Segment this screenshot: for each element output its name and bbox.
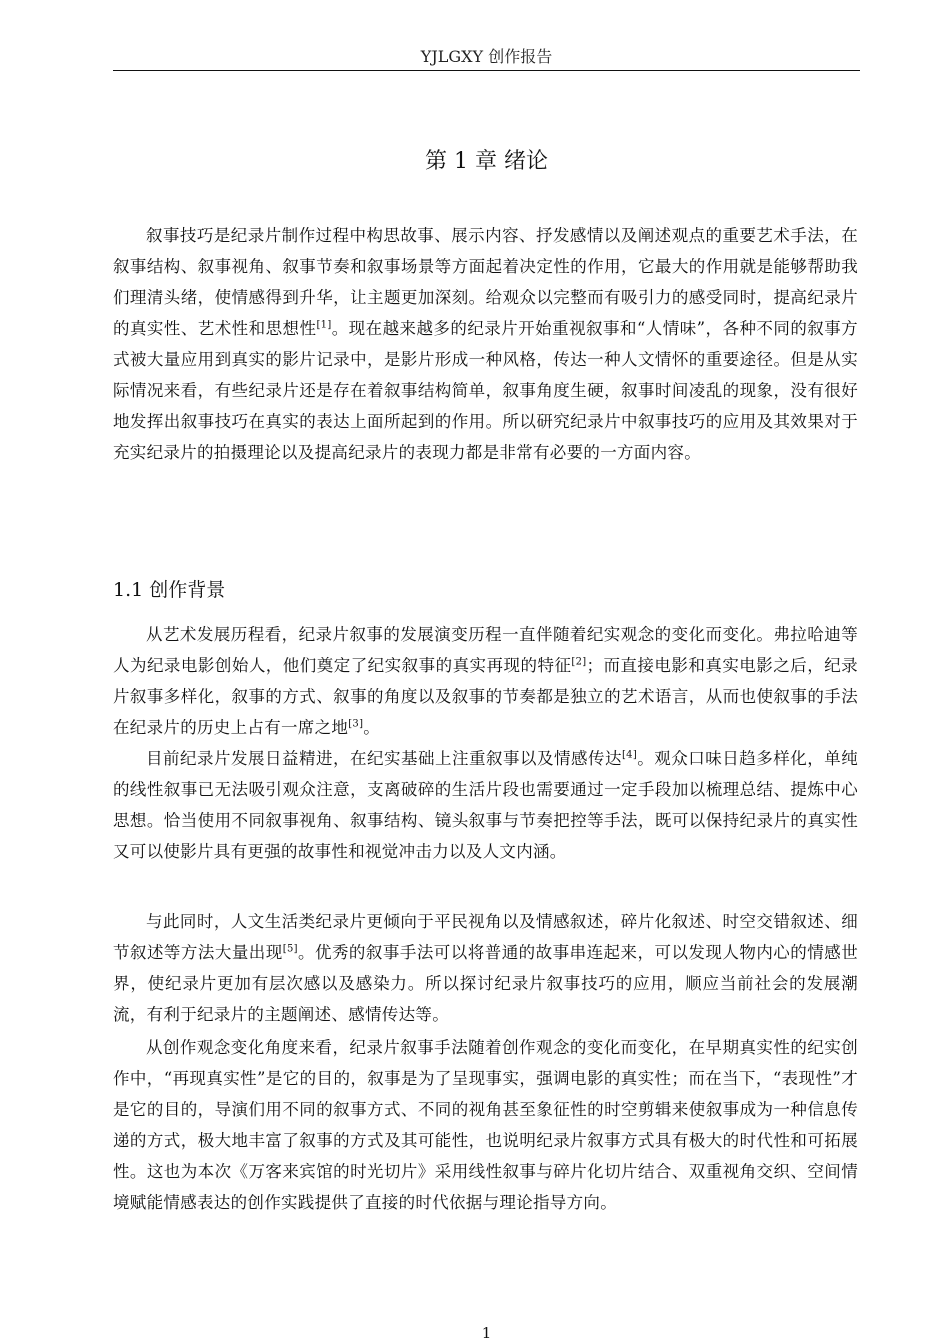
paragraph-text: 从艺术发展历程看，纪录片叙事的发展演变历程一直伴随着纪实观念的变化而变化。弗拉哈迪等人为纪录电影创始人，他们奠定了纪实叙事的真实再现的特征: [113, 625, 858, 675]
citation-ref[interactable]: [2]: [571, 656, 587, 668]
paragraph-text: 。现在越来越多的纪录片开始重视叙事和“人情味”，各种不同的叙事方式被大量应用到真实的影片记录中，是影片形成一种风格，传达一种人文情怀的重要途径。但是从实际情况来看，有些纪录片还是存在着叙事结构简单，叙事角度生硬，叙事时间凌乱的现象，没有很好地发挥出叙事技巧在真实的表达上面所起到的作用。所以研究纪录片中叙事技巧的应用及其效果对于充实纪录片的拍摄理论以及提高纪录片的表现力都是非常有必要的一方面内容。: [113, 319, 858, 462]
citation-ref[interactable]: [5]: [282, 943, 298, 955]
running-header: YJLGXY 创作报告: [420, 47, 553, 66]
paragraph-text: 。: [363, 718, 381, 737]
intro-paragraph: [113, 220, 858, 468]
citation-ref[interactable]: [3]: [348, 718, 364, 730]
body-paragraph: [113, 1032, 858, 1218]
body-paragraph: [113, 906, 858, 1030]
page-number: 1: [481, 1324, 492, 1342]
paragraph-text: 。优秀的叙事手法可以将普通的故事串连起来，可以发现人物内心的情感世界，使纪录片更加有层次感以及感染力。所以探讨纪录片叙事技巧的应用，顺应当前社会的发展潮流，有利于纪录片的主题阐述、感情传达等。: [113, 943, 858, 1024]
citation-ref[interactable]: [1]: [316, 319, 332, 331]
header-rule: [113, 70, 860, 71]
paragraph-text: 目前纪录片发展日益精进，在纪实基础上注重叙事以及情感传达: [146, 749, 622, 768]
paragraph-text: ；而直接电影和真实电影之后，纪录片叙事多样化，叙事的方式、叙事的角度以及叙事的节奏都是独立的艺术语言，从而也使叙事的手法在纪录片的历史上占有一席之地: [113, 656, 858, 737]
body-paragraph: [113, 619, 858, 743]
paragraph-text: 。观众口味日趋多样化，单纯的线性叙事已无法吸引观众注意，支离破碎的生活片段也需要通过一定手段加以梳理总结、提炼中心思想。恰当使用不同叙事视角、叙事结构、镜头叙事与节奏把控等手法，既可以保持纪录片的真实性又可以使影片具有更强的故事性和视觉冲击力以及人文内涵。: [113, 749, 859, 861]
paragraph-text: 叙事技巧是纪录片制作过程中构思故事、展示内容、抒发感情以及阐述观点的重要艺术手法，在叙事结构、叙事视角、叙事节奏和叙事场景等方面起着决定性的作用，它最大的作用就是能够帮助我们理清头绪，使情感得到升华，让主题更加深刻。给观众以完整而有吸引力的感受同时，提高纪录片的真实性、艺术性和思想性: [113, 226, 858, 338]
paragraph-text: 与此同时，人文生活类纪录片更倾向于平民视角以及情感叙述，碎片化叙述、时空交错叙述、细节叙述等方法大量出现: [113, 912, 858, 962]
citation-ref[interactable]: [4]: [621, 749, 638, 761]
body-paragraph: [113, 743, 858, 867]
chapter-title: 第 1 章 绪论: [425, 149, 548, 174]
paragraph-text: 从创作观念变化角度来看，纪录片叙事手法随着创作观念的变化而变化，在早期真实性的纪实创作中，“再现真实性”是它的目的，叙事是为了呈现事实，强调电影的真实性；而在当下，“表现性”才是它的目的，导演们用不同的叙事方式、不同的视角甚至象征性的时空剪辑来使叙事成为一种信息传递的方式，极大地丰富了叙事的方式及其可能性，也说明纪录片叙事方式具有极大的时代性和可拓展性。这也为本次《万客来宾馆的时光切片》采用线性叙事与碎片化切片结合、双重视角交织、空间情境赋能情感表达的创作实践提供了直接的时代依据与理论指导方向。: [113, 1038, 858, 1212]
section-title: 1.1 创作背景: [113, 579, 226, 601]
